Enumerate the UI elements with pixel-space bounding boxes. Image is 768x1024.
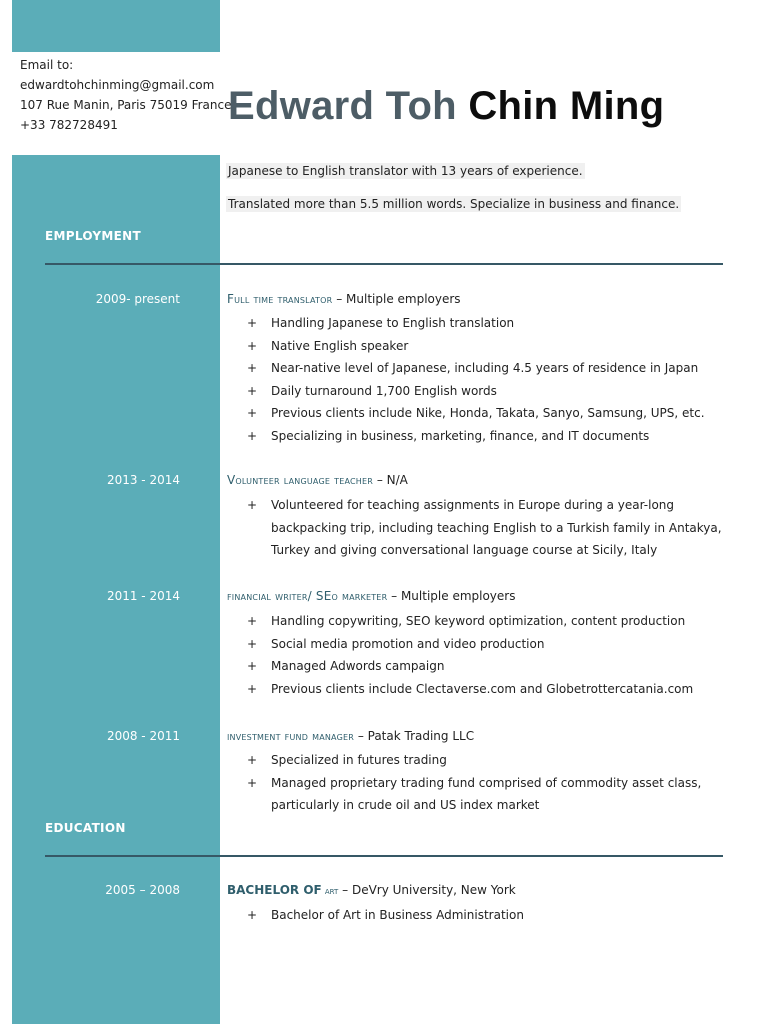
job-title: Volunteer language teacher — [227, 473, 374, 487]
list-item: + Managed proprietary trading fund comprised of commodity asset class, particularly in crude oil and US index market — [247, 772, 727, 817]
list-item: + Volunteered for teaching assignments in Europe during a year-long backpacking trip, including teaching English to a Turkish family in Antakya, Turkey and giving conversational language course at Sicily, Italy — [247, 494, 727, 562]
school-name: – DeVry University, New York — [338, 883, 516, 897]
job-employer: – Multiple employers — [332, 292, 461, 306]
employment-rule — [45, 263, 723, 265]
education-heading-line — [227, 883, 516, 897]
plus-icon: + — [247, 614, 258, 628]
job-dates: 2013 - 2014 — [106, 473, 180, 487]
list-item: + Previous clients include Nike, Honda, Takata, Sanyo, Samsung, UPS, etc. — [247, 402, 727, 425]
job-bullets — [247, 749, 727, 817]
job-title: financial writer/ SEo marketer — [227, 589, 388, 603]
plus-icon: + — [247, 775, 258, 790]
candidate-name — [228, 84, 664, 129]
job-bullets — [247, 610, 727, 700]
job-employer: – Patak Trading LLC — [354, 729, 475, 743]
education-dates: 2005 – 2008 — [105, 883, 180, 897]
plus-icon: + — [247, 406, 258, 420]
phone-number: +33 782728491 — [20, 118, 118, 132]
job-heading — [227, 292, 461, 306]
email-address: edwardtohchinming@gmail.com — [20, 78, 215, 92]
plus-icon: + — [247, 428, 258, 443]
plus-icon: + — [247, 753, 258, 767]
list-item: + Previous clients include Clectaverse.com and Globetrottercatania.com — [247, 678, 727, 701]
list-item: + Specializing in business, marketing, finance, and IT documents — [247, 425, 727, 448]
email-label: Email to: — [20, 58, 74, 72]
job-bullets — [247, 494, 727, 562]
plus-icon: + — [247, 338, 258, 353]
job-heading — [227, 729, 474, 743]
job-dates: 2011 - 2014 — [106, 589, 180, 603]
list-item: + Specialized in futures trading — [247, 749, 727, 772]
job-dates: 2009- present — [95, 292, 180, 306]
summary-line-2: Translated more than 5.5 million words. Specialize in business and finance. — [228, 197, 680, 211]
job-heading — [227, 589, 515, 603]
job-title: investment fund manager — [227, 729, 354, 743]
summary-line-1: Japanese to English translator with 13 years of experience. — [228, 164, 583, 178]
job-employer: – N/A — [373, 473, 408, 487]
plus-icon: + — [247, 681, 258, 696]
plus-icon: + — [247, 498, 258, 512]
list-item: + Native English speaker — [247, 335, 727, 358]
name-last: Chin Ming — [468, 84, 665, 128]
list-item: + Social media promotion and video production — [247, 633, 727, 656]
plus-icon: + — [247, 383, 258, 398]
degree-title: BACHELOR OF — [227, 883, 322, 897]
name-first: Edward Toh — [228, 84, 457, 128]
sidebar-top-block — [12, 0, 220, 52]
list-item: + Handling Japanese to English translation — [247, 312, 727, 335]
list-item: + Managed Adwords campaign — [247, 655, 727, 678]
job-heading — [227, 473, 408, 487]
plus-icon: + — [247, 908, 258, 922]
education-rule — [45, 855, 723, 857]
employment-heading: EMPLOYMENT — [45, 229, 141, 243]
job-title: Full time translator — [227, 292, 333, 306]
postal-address: 107 Rue Manin, Paris 75019 France — [20, 98, 232, 112]
plus-icon: + — [247, 316, 258, 330]
job-employer: – Multiple employers — [387, 589, 516, 603]
job-bullets — [247, 312, 727, 447]
plus-icon: + — [247, 659, 258, 673]
job-dates: 2008 - 2011 — [106, 729, 180, 743]
education-heading: EDUCATION — [45, 821, 126, 835]
list-item: + Bachelor of Art in Business Administration — [247, 904, 727, 927]
list-item: + Near-native level of Japanese, including 4.5 years of residence in Japan — [247, 357, 727, 380]
list-item: + Daily turnaround 1,700 English words — [247, 380, 727, 403]
education-bullets — [247, 904, 727, 927]
list-item: + Handling copywriting, SEO keyword optimization, content production — [247, 610, 727, 633]
plus-icon: + — [247, 636, 258, 651]
plus-icon: + — [247, 361, 258, 375]
degree-field: art — [321, 886, 339, 897]
contact-block — [20, 55, 231, 135]
